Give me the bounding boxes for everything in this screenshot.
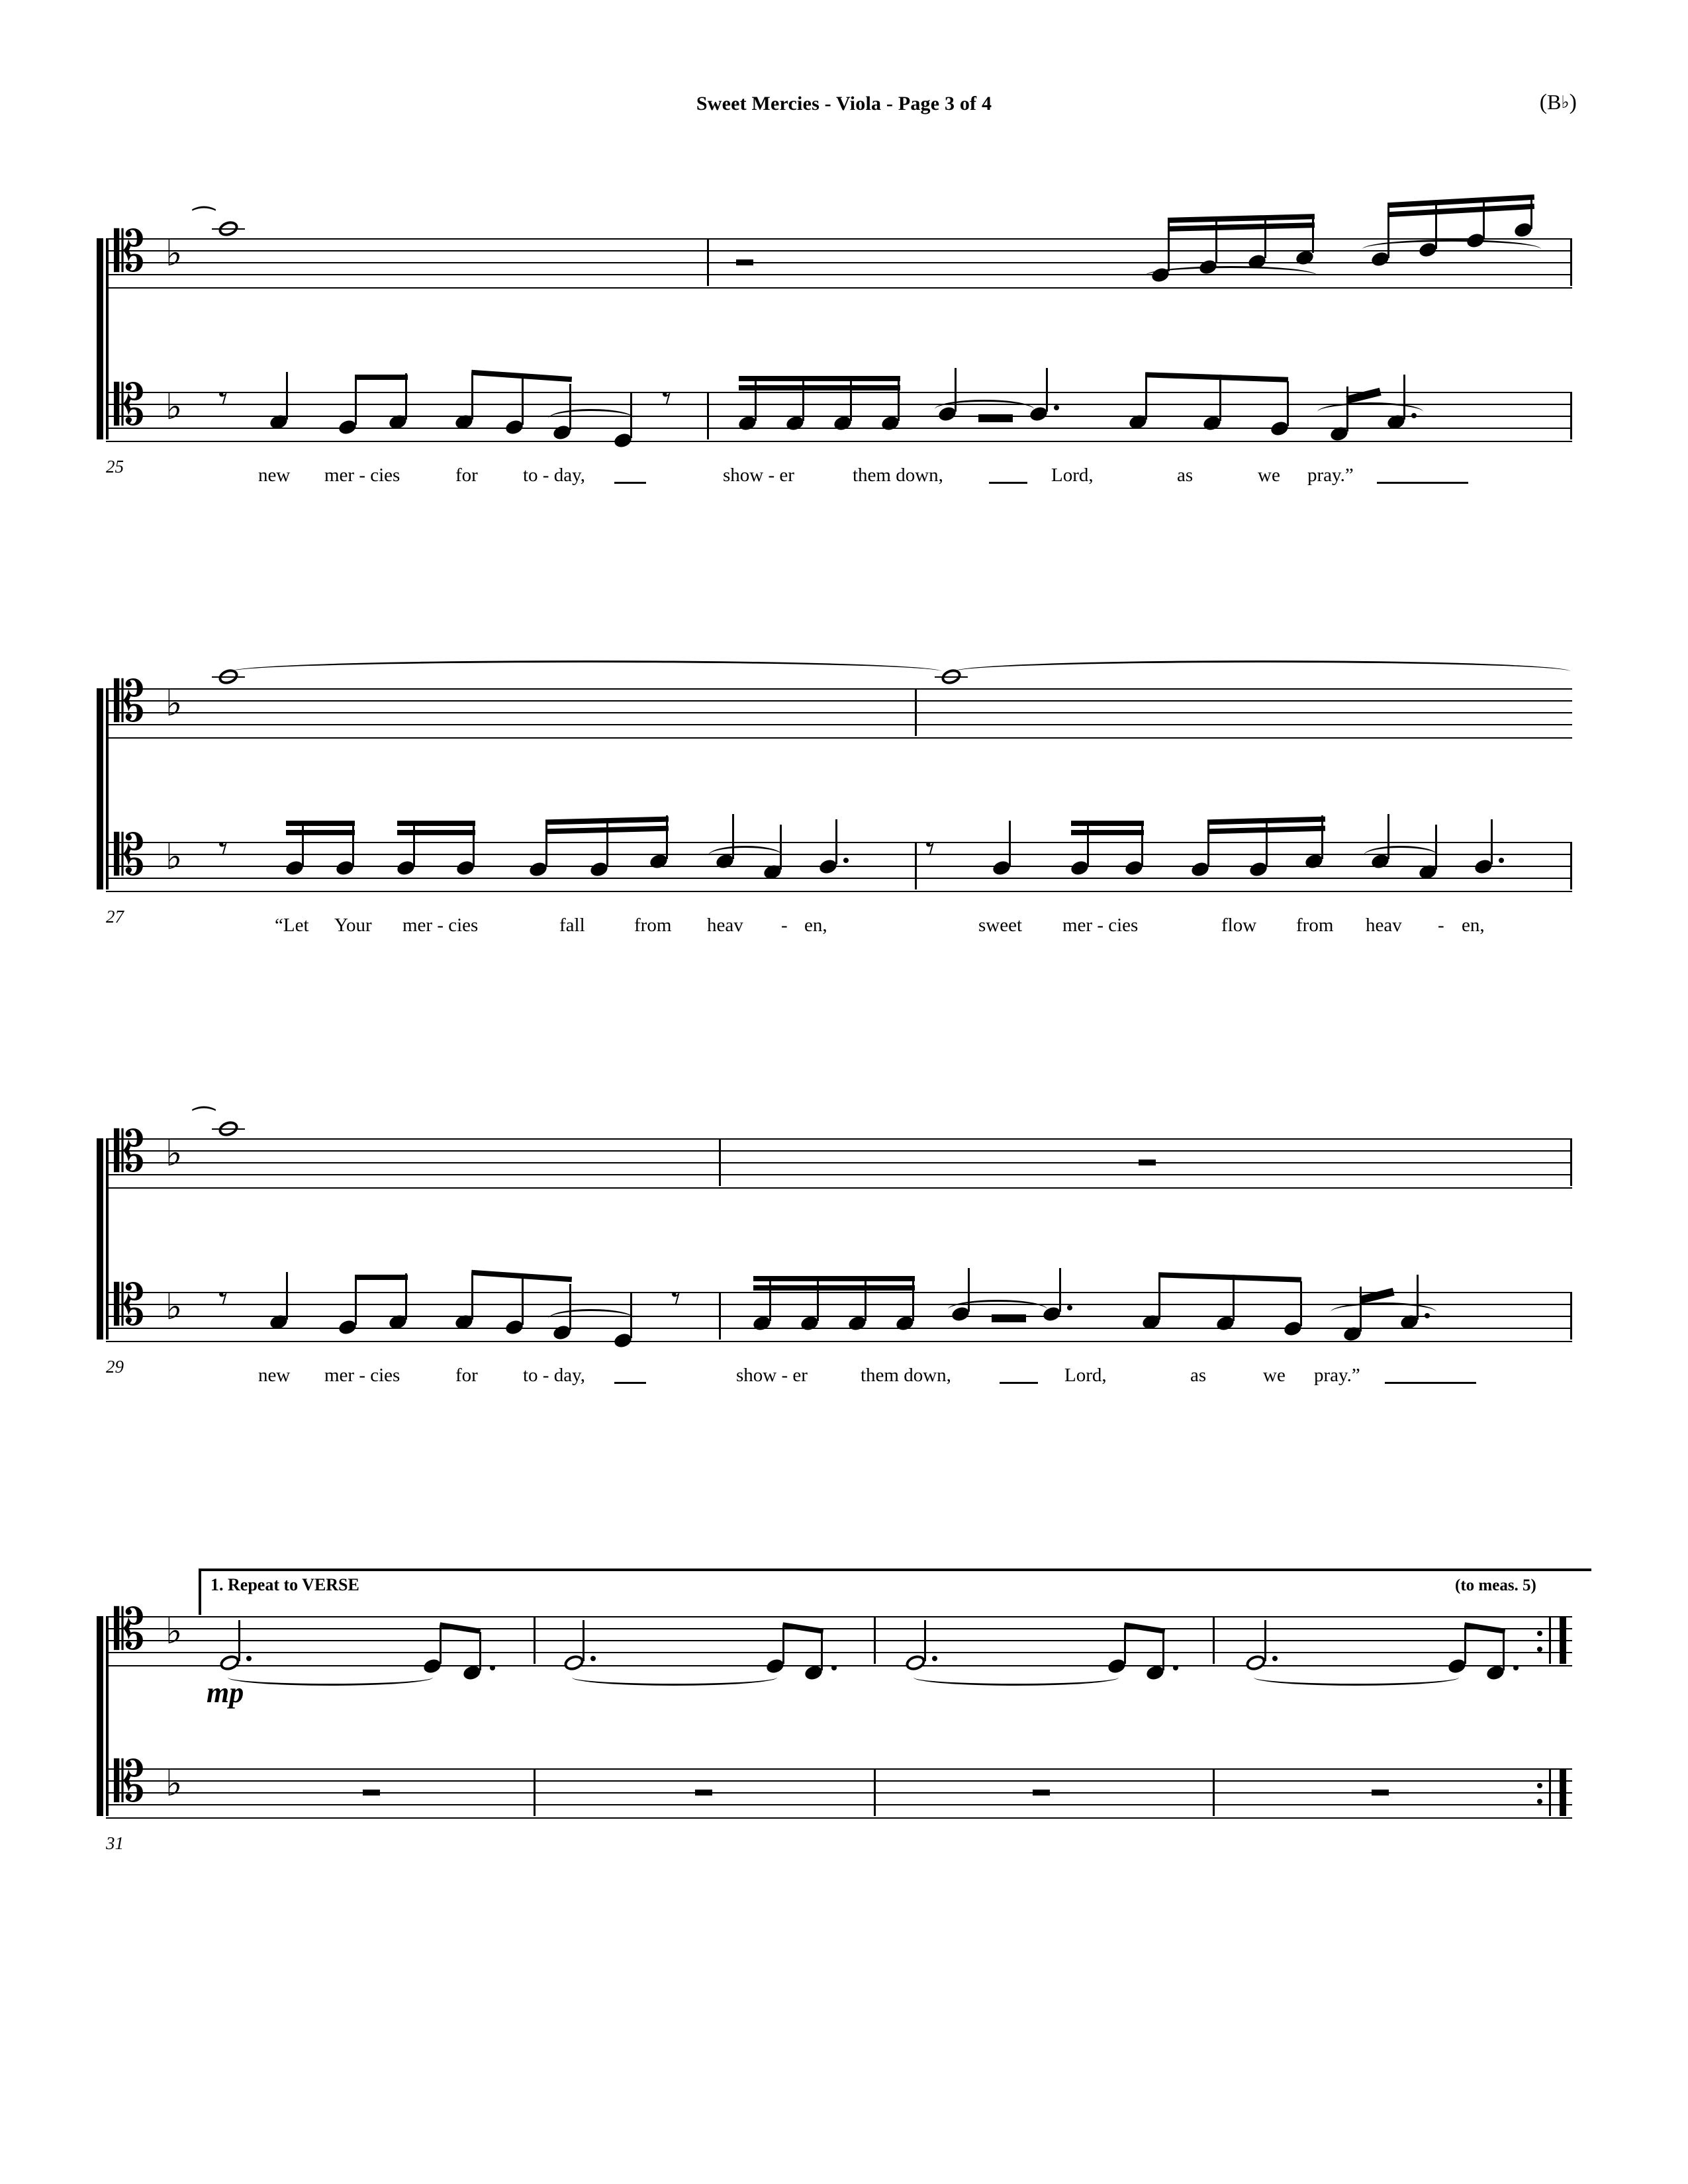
stem <box>238 1620 240 1661</box>
lyric-word: mer - cies <box>324 1365 400 1386</box>
stem <box>355 377 357 425</box>
rest-eighth: 𝄾 <box>218 378 228 420</box>
stem <box>352 821 354 866</box>
lyric-word: sweet <box>978 915 1023 936</box>
beam <box>739 376 900 381</box>
repeat-ending-label: 1. Repeat to VERSE <box>211 1575 359 1594</box>
barline-4-b2 <box>874 1768 876 1816</box>
staff-upper-2 <box>106 682 1572 739</box>
repeat-barline-thick <box>1560 1616 1566 1664</box>
lyric-word: fall <box>559 915 585 936</box>
stem <box>1287 381 1289 426</box>
lyric-word: flow <box>1221 915 1257 936</box>
barline-3-a <box>719 1138 721 1186</box>
barline-1-a <box>707 238 709 286</box>
tie <box>1364 846 1438 865</box>
system-barline-left-1 <box>106 238 109 439</box>
stem <box>1046 368 1048 412</box>
keysig-upper-1: ♭ <box>165 232 183 274</box>
lyric-extender <box>614 1382 646 1384</box>
beam <box>1168 222 1315 232</box>
lyric-word: Lord, <box>1064 1365 1107 1386</box>
lyric-word: en, <box>1462 915 1485 936</box>
stem <box>817 1276 819 1321</box>
beam <box>286 821 355 826</box>
lyric-word: mer - cies <box>1062 915 1139 936</box>
staff-upper-4 <box>106 1610 1572 1666</box>
barline-1-a2 <box>707 392 709 439</box>
barline-2-a2 <box>915 842 917 889</box>
beam <box>739 385 900 390</box>
rest-half <box>1372 1790 1389 1796</box>
key-close-paren: ) <box>1569 90 1577 114</box>
page-header <box>0 90 1688 119</box>
tie <box>948 1300 1047 1319</box>
repeat-ending-bracket <box>199 1569 1591 1615</box>
system-bracket-2 <box>97 688 103 889</box>
lyric-extender <box>1000 1382 1038 1384</box>
stem <box>405 373 407 420</box>
lyric-word: for <box>455 465 478 486</box>
barline-1-end2 <box>1570 392 1572 439</box>
keysig-upper-4: ♭ <box>165 1610 183 1652</box>
stem <box>1009 821 1011 866</box>
system-barline-left-3 <box>106 1138 109 1340</box>
beam <box>753 1276 915 1281</box>
stem <box>924 1620 926 1661</box>
keysig-lower-2: ♭ <box>165 836 183 878</box>
slur <box>1331 1302 1436 1322</box>
rest-eighth: 𝄾 <box>662 378 672 420</box>
lyric-extender <box>614 482 646 484</box>
beam <box>1071 830 1144 835</box>
stem <box>1321 815 1323 859</box>
tie <box>914 1669 1119 1686</box>
augmentation-dot <box>1067 1305 1072 1310</box>
lyric-word: en, <box>804 915 827 936</box>
clef-upper-2: 𝄡 <box>114 669 145 734</box>
key-letter: B <box>1547 90 1562 114</box>
beam <box>1158 1272 1301 1283</box>
lyric-word: as <box>1177 465 1194 486</box>
stem <box>821 1632 823 1670</box>
stem <box>405 1273 407 1320</box>
lyric-word: new <box>258 465 291 486</box>
beam <box>1168 214 1315 223</box>
key-open-paren: ( <box>1539 90 1548 114</box>
lyric-word: new <box>258 1365 291 1386</box>
beam <box>1071 821 1144 826</box>
stem <box>1491 819 1493 864</box>
augmentation-dot <box>1272 1656 1278 1661</box>
augmentation-dot <box>932 1656 937 1661</box>
lyric-word: as <box>1190 1365 1207 1386</box>
lyric-word: to - day, <box>523 465 585 486</box>
beam <box>397 821 475 826</box>
repeat-dot <box>1537 1631 1542 1636</box>
rest-eighth: 𝄾 <box>671 1278 681 1320</box>
slur <box>1362 240 1541 259</box>
ledger-line <box>212 228 245 230</box>
augmentation-dot <box>843 858 849 863</box>
repeat-barline-thick-lower <box>1560 1768 1566 1816</box>
stem <box>912 1276 914 1321</box>
rest-half <box>736 259 753 265</box>
ledger-line <box>935 676 968 678</box>
measure-number: 27 <box>106 907 124 927</box>
augmentation-dot <box>490 1665 495 1670</box>
stem <box>1059 1268 1061 1312</box>
stem <box>1145 373 1147 420</box>
lyric-word: from <box>634 915 672 936</box>
stem <box>755 376 757 421</box>
barline-2-a <box>915 688 917 736</box>
stem <box>1124 1625 1126 1664</box>
beam <box>1145 372 1288 383</box>
lyric-word: them down, <box>853 465 943 486</box>
lyric-word: for <box>455 1365 478 1386</box>
repeat-dot <box>1537 1647 1542 1652</box>
stem <box>473 821 475 866</box>
staff-lower-4 <box>106 1762 1572 1819</box>
barline-3-a2 <box>719 1292 721 1340</box>
system-bracket-4 <box>97 1616 103 1816</box>
stem <box>302 821 304 866</box>
clef-lower-4: 𝄡 <box>114 1749 145 1814</box>
barline-4-b <box>874 1616 876 1664</box>
repeat-barline-thin <box>1549 1616 1551 1664</box>
system-4 <box>0 1562 1688 1880</box>
keysig-lower-3: ♭ <box>165 1286 183 1328</box>
slur <box>1317 402 1423 422</box>
measure-number: 29 <box>106 1357 124 1377</box>
stem <box>835 819 837 864</box>
lyric-word: show - er <box>723 465 794 486</box>
lyric-word: from <box>1296 915 1334 936</box>
slur <box>1145 266 1317 285</box>
lyric-word: - <box>1438 915 1444 936</box>
augmentation-dot <box>1173 1665 1178 1670</box>
augmentation-dot <box>1513 1665 1519 1670</box>
tie <box>935 400 1034 419</box>
repeat-dot <box>1537 1783 1542 1788</box>
rest-half <box>695 1790 712 1796</box>
stem <box>286 1272 288 1320</box>
tie <box>572 1669 777 1686</box>
stem <box>1233 1275 1235 1321</box>
stem <box>865 1276 867 1321</box>
stem <box>471 373 473 420</box>
lyric-word: - <box>781 915 788 936</box>
repeat-dot <box>1537 1799 1542 1804</box>
keysig-lower-1: ♭ <box>165 386 183 428</box>
stem <box>780 825 782 870</box>
lyric-word: mer - cies <box>324 465 400 486</box>
repeat-ending-note: (to meas. 5) <box>1455 1576 1536 1594</box>
clef-upper-3: 𝄡 <box>114 1119 145 1184</box>
stem <box>1264 216 1266 258</box>
barline-4-a2 <box>534 1768 536 1816</box>
system-3 <box>0 1107 1688 1410</box>
lyric-word: heav <box>707 915 743 936</box>
staff-lower-2 <box>106 842 1572 892</box>
tie <box>1254 1669 1459 1686</box>
system-bracket-1 <box>97 238 103 439</box>
augmentation-dot <box>590 1656 596 1661</box>
augmentation-dot <box>246 1656 252 1661</box>
stem <box>1300 1281 1302 1326</box>
stem <box>898 376 900 421</box>
augmentation-dot <box>1499 858 1504 863</box>
page-title: Sweet Mercies - Viola - Page 3 of 4 <box>696 93 992 114</box>
rest-half <box>1033 1790 1050 1796</box>
stem <box>1312 214 1314 253</box>
repeat-barline-thin-lower <box>1549 1768 1551 1816</box>
rest-eighth: 𝄾 <box>218 828 228 870</box>
rest-half <box>1139 1160 1156 1165</box>
tie <box>232 660 941 682</box>
stem <box>1435 825 1437 870</box>
beam <box>355 1275 408 1280</box>
augmentation-dot <box>1054 405 1059 410</box>
stem <box>666 815 668 859</box>
stem <box>782 1625 784 1664</box>
stem <box>1503 1632 1505 1670</box>
stem <box>850 376 852 421</box>
tie <box>228 1669 433 1686</box>
lyric-word: show - er <box>736 1365 808 1386</box>
stem <box>1264 1620 1266 1661</box>
system-bracket-3 <box>97 1138 103 1340</box>
stem <box>1087 821 1089 866</box>
keysig-upper-2: ♭ <box>165 682 183 724</box>
tie <box>708 846 782 865</box>
lyric-word: Lord, <box>1051 465 1094 486</box>
staff-upper-1 <box>106 232 1572 289</box>
barline-2-end <box>1570 842 1572 889</box>
barline-4-a <box>534 1616 536 1664</box>
augmentation-dot <box>831 1665 837 1670</box>
stem <box>440 1625 442 1664</box>
dynamic-marking: mp <box>207 1676 244 1709</box>
stem <box>522 1279 524 1325</box>
slur <box>548 409 634 428</box>
rest-half <box>363 1790 380 1796</box>
staff-upper-3 <box>106 1132 1572 1189</box>
lyric-extender <box>1385 1382 1476 1384</box>
fermata-icon-3: ⁀ <box>193 1107 215 1138</box>
stem <box>1162 1632 1164 1670</box>
stem <box>1219 375 1221 421</box>
barline-4-c2 <box>1213 1768 1215 1816</box>
lyric-word: “Let <box>275 915 309 936</box>
stem <box>479 1632 481 1670</box>
stem <box>1158 1273 1160 1320</box>
stem <box>1141 821 1143 866</box>
beam <box>286 830 355 835</box>
rest-eighth: 𝄾 <box>925 828 935 870</box>
ledger-line <box>212 1128 245 1130</box>
beam <box>355 375 408 380</box>
stem <box>1530 197 1532 229</box>
beam <box>397 830 475 835</box>
clef-lower-1: 𝄡 <box>114 373 145 437</box>
lyric-word: we <box>1258 465 1280 486</box>
lyric-word: pray.” <box>1314 1365 1360 1386</box>
ledger-line <box>212 676 245 678</box>
lyric-word: heav <box>1366 915 1402 936</box>
lyric-extender <box>1377 482 1468 484</box>
lyric-word: mer - cies <box>402 915 479 936</box>
keysig-upper-3: ♭ <box>165 1132 183 1174</box>
stem <box>286 372 288 420</box>
lyric-word: pray.” <box>1307 465 1354 486</box>
beam <box>753 1285 915 1291</box>
key-indicator <box>1540 90 1577 115</box>
stem <box>471 1273 473 1320</box>
stem <box>583 1620 585 1661</box>
system-2 <box>0 669 1688 960</box>
clef-upper-1: 𝄡 <box>114 219 145 284</box>
rest-eighth: 𝄾 <box>218 1278 228 1320</box>
fermata-icon-1: ⁀ <box>193 207 215 238</box>
barline-3-end <box>1570 1138 1572 1186</box>
measure-number: 31 <box>106 1833 124 1853</box>
system-1 <box>0 207 1688 510</box>
keysig-lower-4: ♭ <box>165 1762 183 1804</box>
measure-number: 25 <box>106 457 124 477</box>
tie <box>955 660 1570 682</box>
clef-upper-4: 𝄡 <box>114 1597 145 1662</box>
stem <box>769 1276 771 1321</box>
barline-3-end2 <box>1570 1292 1572 1340</box>
clef-lower-3: 𝄡 <box>114 1273 145 1338</box>
slur <box>548 1309 634 1328</box>
key-flat-symbol: ♭ <box>1561 93 1570 112</box>
lyric-word: Your <box>334 915 372 936</box>
stem <box>802 376 804 421</box>
barline-1-end <box>1570 238 1572 286</box>
stem <box>522 379 524 425</box>
stem <box>413 821 415 866</box>
barline-4-c <box>1213 1616 1215 1664</box>
lyric-extender <box>989 482 1027 484</box>
stem <box>1464 1625 1466 1664</box>
system-barline-left-2 <box>106 688 109 889</box>
lyric-word: them down, <box>861 1365 951 1386</box>
system-barline-left-4 <box>106 1616 109 1816</box>
lyric-word: to - day, <box>523 1365 585 1386</box>
clef-lower-2: 𝄡 <box>114 823 145 887</box>
stem <box>355 1277 357 1325</box>
lyric-word: we <box>1263 1365 1286 1386</box>
